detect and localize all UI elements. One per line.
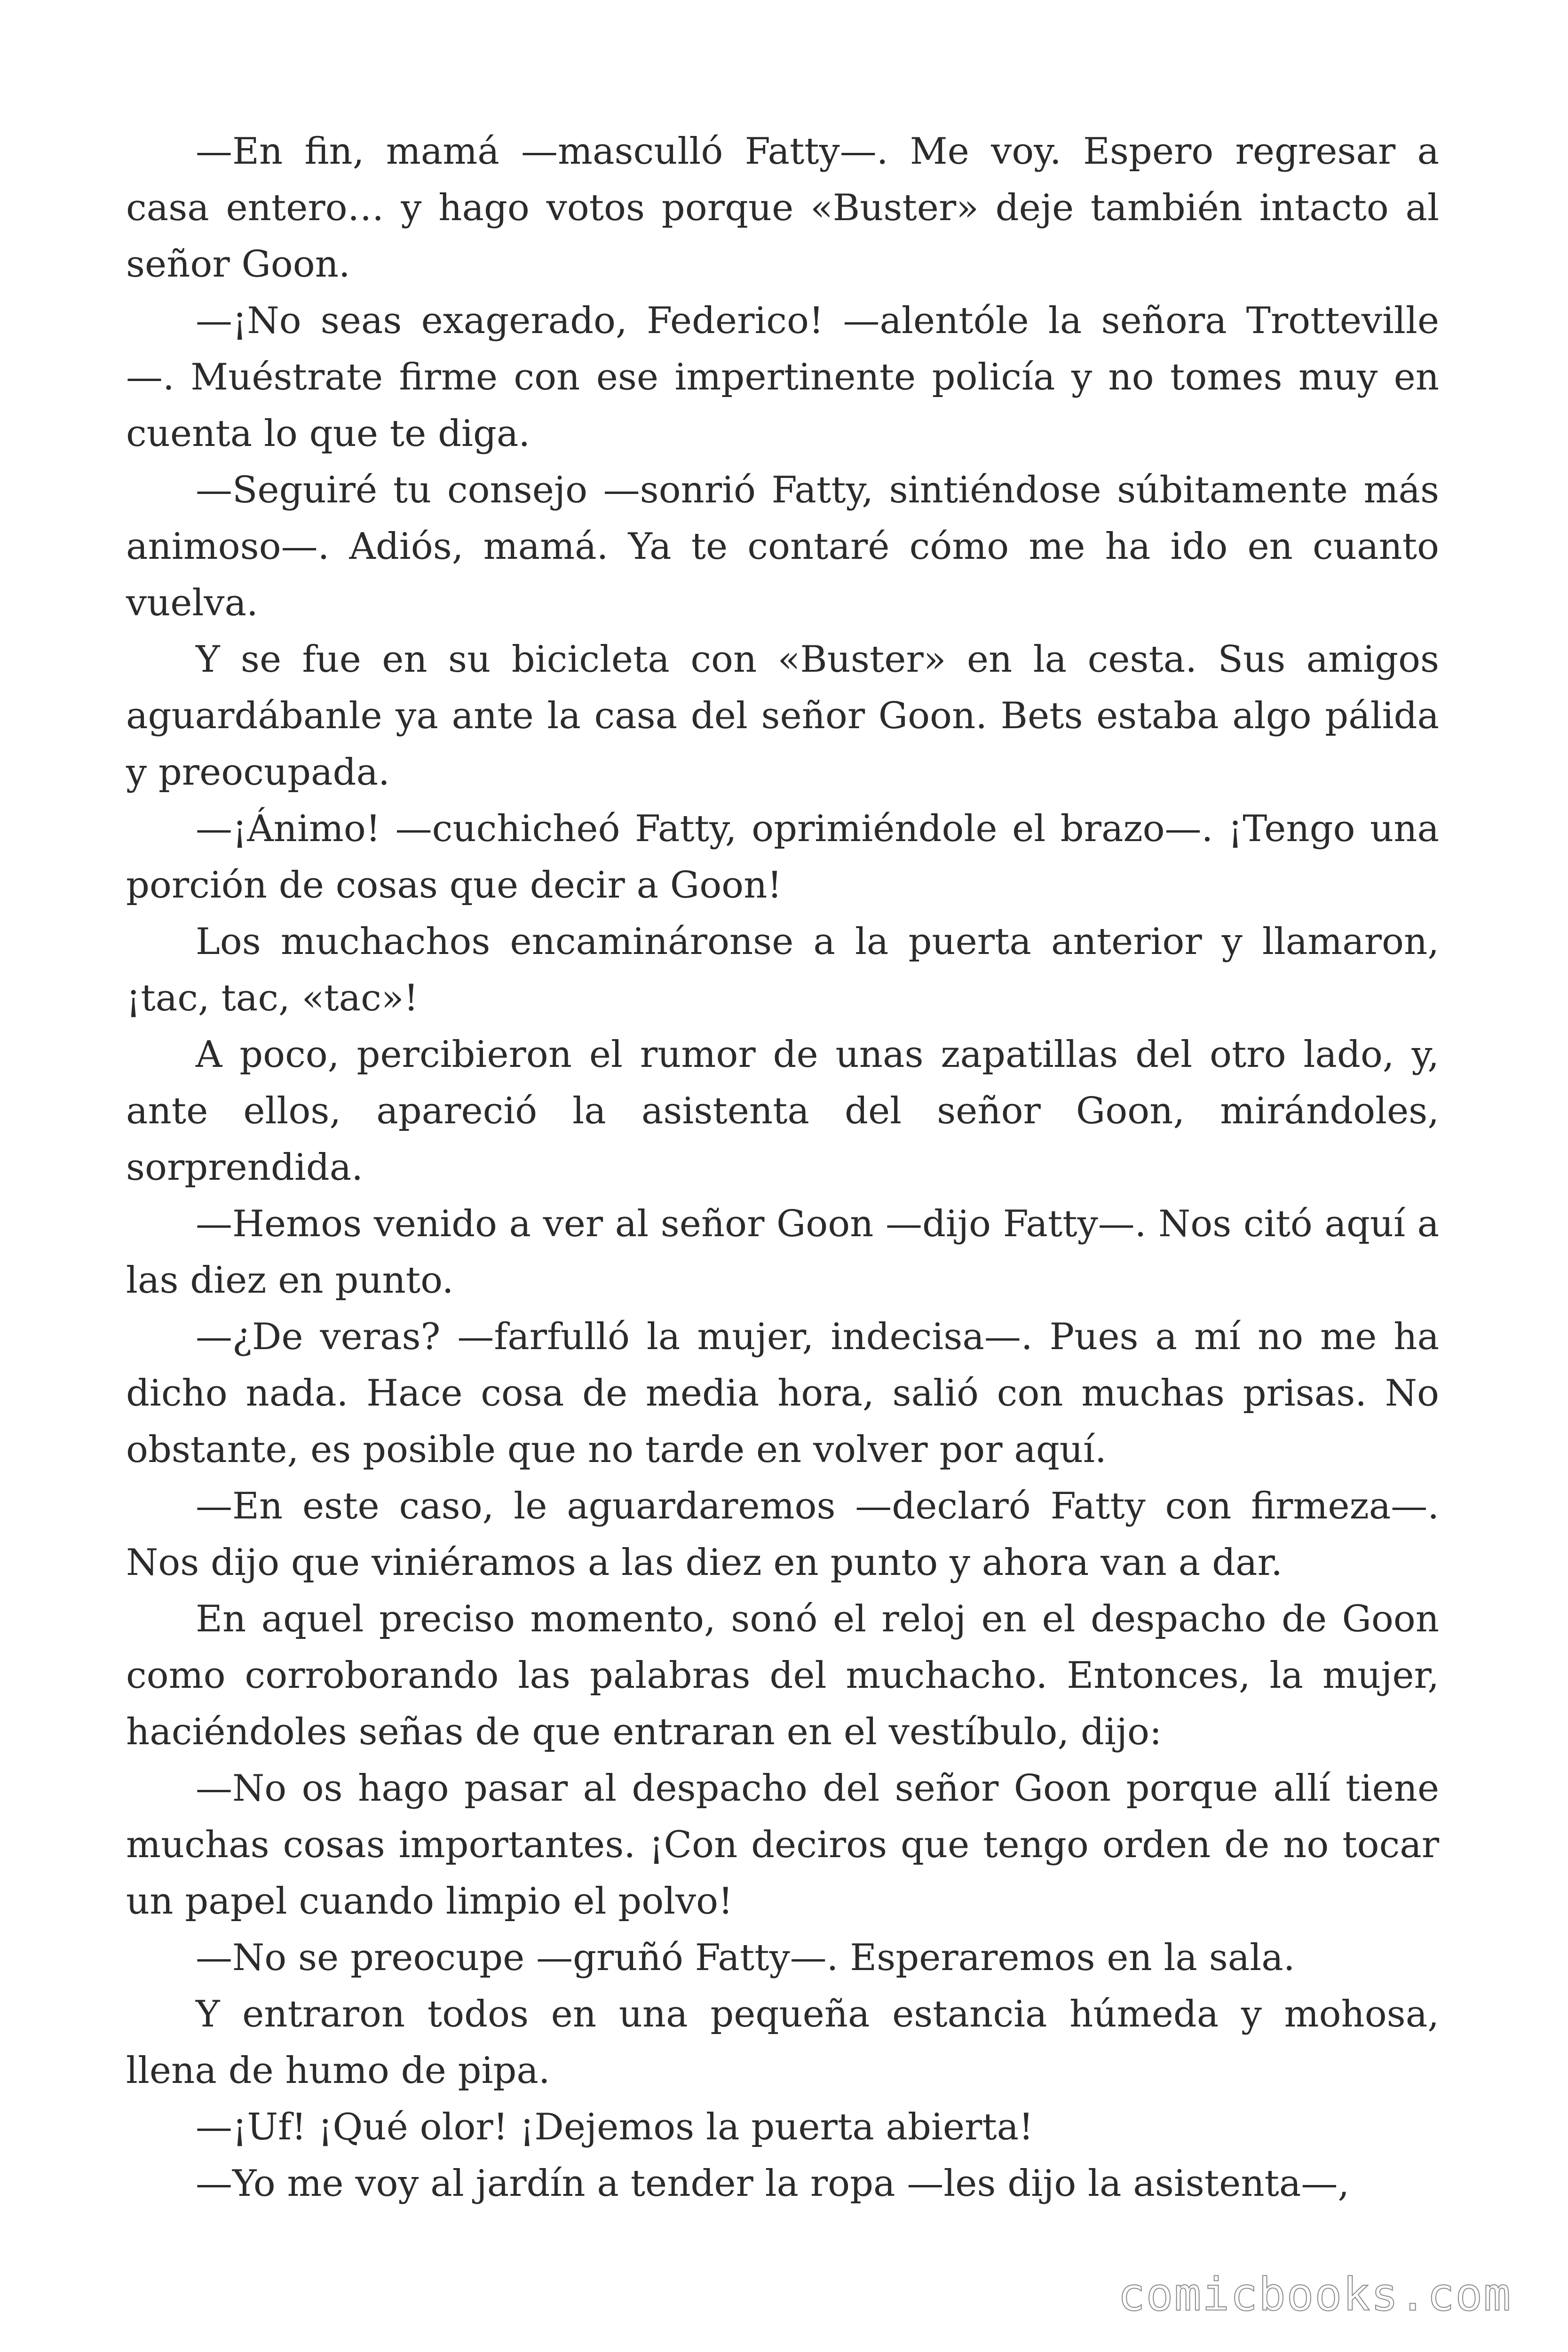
paragraph: —¿De veras? —farfulló la mujer, indecisa—. Pues a mí no me ha dicho nada. Hace cosa de media hora, salió con muchas prisas. No obstante, es posible que no tarde en volver por aquí. [126,1316,1439,1471]
paragraph: —En este caso, le aguardaremos —declaró Fatty con firmeza—. Nos dijo que viniéramos a las diez en punto y ahora van a dar. [126,1485,1439,1584]
paragraph: Y entraron todos en una pequeña estancia húmeda y mohosa, llena de humo de pipa. [126,1993,1439,2092]
paragraph: Los muchachos encamináronse a la puerta anterior y llamaron, ¡tac, tac, «tac»! [126,921,1439,1019]
paragraph: —No os hago pasar al despacho del señor Goon porque allí tiene muchas cosas importantes. ¡Con deciros que tengo orden de no tocar un papel cuando limpio el polvo! [126,1767,1439,1923]
paragraph: En aquel preciso momento, sonó el reloj en el despacho de Goon como corroborando las palabras del muchacho. Entonces, la mujer, haciéndoles señas de que entraran en el vestíbulo, dijo: [126,1598,1439,1753]
paragraph: —No se preocupe —gruñó Fatty—. Esperaremos en la sala. [196,1937,1295,1979]
watermark-text: comicbooks.com [1117,2268,1512,2321]
paragraph: Y se fue en su bicicleta con «Buster» en la cesta. Sus amigos aguardábanle ya ante la casa del señor Goon. Bets estaba algo pálida y preocupada. [126,638,1439,794]
paragraph: —Yo me voy al jardín a tender la ropa —les dijo la asistenta—, [196,2162,1350,2205]
paragraph: —¡Ánimo! —cuchicheó Fatty, oprimiéndole el brazo—. ¡Tengo una porción de cosas que decir a Goon! [126,808,1439,906]
body-text [126,123,1439,2212]
paragraph: —¡Uf! ¡Qué olor! ¡Dejemos la puerta abierta! [196,2106,1034,2148]
paragraph: —En fin, mamá —mascullό Fatty—. Me voy. Espero regresar a casa entero… y hago votos porque «Buster» deje también intacto al señor Goon. [126,130,1439,286]
paragraph: —¡No seas exagerado, Federico! —alentóle la señora Trotteville —. Muéstrate firme con ese impertinente policía y no tomes muy en cuenta lo que te diga. [126,300,1439,455]
paragraph: —Seguiré tu consejo —sonrió Fatty, sintiéndose súbitamente más animoso—. Adiós, mamá. Ya te contaré cómo me ha ido en cuanto vuelva. [126,469,1439,624]
paragraph: —Hemos venido a ver al señor Goon —dijo Fatty—. Nos citó aquí a las diez en punto. [126,1203,1439,1302]
paragraph: A poco, percibieron el rumor de unas zapatillas del otro lado, y, ante ellos, apareció la asistenta del señor Goon, mirándoles, sorprendida. [126,1033,1439,1189]
